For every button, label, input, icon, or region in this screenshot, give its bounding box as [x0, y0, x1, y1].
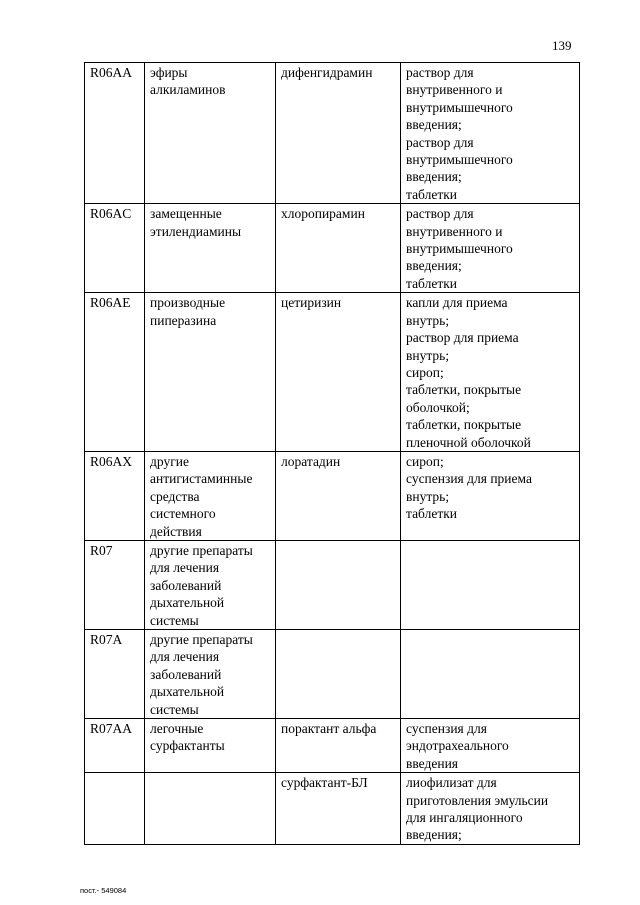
cell-text-line: цетиризин: [281, 295, 342, 311]
atc-code-cell: [85, 719, 145, 773]
cell-text-line: алкиламинов: [150, 82, 226, 98]
table-row: [85, 204, 580, 293]
table-row: [85, 451, 580, 540]
substance-cell: [276, 293, 401, 452]
cell-text-line: легочные: [150, 721, 204, 737]
cell-text-line: R06AC: [90, 206, 132, 222]
atc-code-cell: [85, 204, 145, 293]
table-row: [85, 293, 580, 452]
cell-text-line: приготовления эмульсии: [406, 792, 549, 808]
cell-text-line: пиперазина: [150, 312, 217, 328]
cell-text-line: R06AE: [90, 295, 131, 311]
dosage-forms-cell: [401, 451, 580, 540]
cell-text-line: производные: [150, 295, 226, 311]
cell-text-line: лиофилизат для: [406, 775, 497, 791]
group-name-cell: [145, 204, 276, 293]
cell-text-line: раствор для: [406, 65, 474, 80]
cell-text-line: дыхательной: [150, 684, 225, 700]
cell-text-line: системного: [150, 506, 216, 522]
cell-text-line: антигистаминные: [150, 471, 253, 487]
cell-text-line: действия: [150, 523, 202, 539]
cell-text-line: введения;: [406, 258, 462, 274]
cell-text-line: системы: [150, 612, 199, 628]
group-name-cell: [145, 451, 276, 540]
cell-text-line: суспензия для: [406, 721, 487, 737]
substance-cell: [276, 63, 401, 204]
cell-text-line: введения: [406, 755, 459, 771]
cell-text-line: хлоропирамин: [281, 206, 365, 222]
footer-note: пост.- 549084: [80, 886, 127, 895]
atc-code-cell: [85, 63, 145, 204]
cell-text-line: сурфактанты: [150, 738, 225, 754]
cell-text-line: другие препараты: [150, 632, 253, 647]
cell-text-line: раствор для: [406, 206, 474, 222]
dosage-forms-cell: [401, 773, 580, 845]
cell-text-line: внутрь;: [406, 312, 450, 328]
cell-text-line: введения;: [406, 169, 462, 185]
cell-text-line: R07AA: [90, 721, 133, 737]
atc-code-cell: [85, 540, 145, 629]
cell-text-line: для лечения: [150, 560, 220, 576]
cell-text-line: таблетки, покрытые: [406, 417, 522, 433]
dosage-forms-cell: [401, 630, 580, 719]
substance-cell: [276, 540, 401, 629]
dosage-forms-cell: [401, 719, 580, 773]
cell-text-line: замещенные: [150, 206, 222, 222]
table-row: [85, 773, 580, 845]
table-body: [85, 63, 580, 845]
table-row: [85, 540, 580, 629]
group-name-cell: [145, 63, 276, 204]
cell-text-line: системы: [150, 701, 199, 717]
cell-text-line: эфиры: [150, 65, 188, 80]
cell-text-line: другие: [150, 453, 189, 469]
cell-text-line: внутримышечного: [406, 241, 513, 257]
cell-text-line: таблетки: [406, 275, 458, 291]
cell-text-line: сироп;: [406, 364, 444, 380]
dosage-forms-cell: [401, 204, 580, 293]
cell-text-line: средства: [150, 488, 200, 504]
atc-code-cell: [85, 293, 145, 452]
cell-text-line: таблетки, покрытые: [406, 382, 522, 398]
cell-text-line: порактант альфа: [281, 721, 377, 737]
cell-text-line: эндотрахеального: [406, 738, 509, 754]
substance-cell: [276, 630, 401, 719]
cell-text-line: капли для приема: [406, 295, 508, 311]
cell-text-line: для ингаляционного: [406, 810, 523, 826]
cell-text-line: R06AA: [90, 65, 133, 80]
substance-cell: [276, 451, 401, 540]
cell-text-line: дифенгидрамин: [281, 65, 373, 80]
group-name-cell: [145, 719, 276, 773]
dosage-forms-cell: [401, 540, 580, 629]
cell-text-line: заболеваний: [150, 666, 222, 682]
cell-text-line: пленочной оболочкой: [406, 434, 531, 450]
cell-text-line: введения;: [406, 827, 462, 843]
cell-text-line: внутримышечного: [406, 152, 513, 168]
group-name-cell: [145, 630, 276, 719]
cell-text-line: сироп;: [406, 453, 444, 469]
group-name-cell: [145, 540, 276, 629]
cell-text-line: внутримышечного: [406, 99, 513, 115]
cell-text-line: R06AX: [90, 453, 133, 469]
cell-text-line: R07A: [90, 632, 123, 647]
cell-text-line: раствор для: [406, 134, 474, 150]
atc-code-cell: [85, 773, 145, 845]
cell-text-line: дыхательной: [150, 595, 225, 611]
cell-text-line: внутривенного и: [406, 223, 503, 239]
cell-text-line: таблетки: [406, 506, 458, 522]
cell-text-line: лоратадин: [281, 453, 341, 469]
drug-table: [84, 62, 580, 845]
cell-text-line: другие препараты: [150, 542, 253, 558]
cell-text-line: R07: [90, 542, 113, 558]
cell-text-line: раствор для приема: [406, 330, 519, 346]
group-name-cell: [145, 773, 276, 845]
substance-cell: [276, 773, 401, 845]
page-number: 139: [552, 38, 572, 53]
cell-text-line: заболеваний: [150, 577, 222, 593]
substance-cell: [276, 204, 401, 293]
cell-text-line: оболочкой;: [406, 399, 470, 415]
table-row: [85, 63, 580, 204]
atc-code-cell: [85, 451, 145, 540]
cell-text-line: этилендиамины: [150, 223, 242, 239]
cell-text-line: введения;: [406, 117, 462, 133]
dosage-forms-cell: [401, 293, 580, 452]
cell-text-line: внутрь;: [406, 347, 450, 363]
table-row: [85, 719, 580, 773]
cell-text-line: внутривенного и: [406, 82, 503, 98]
cell-text-line: внутрь;: [406, 488, 450, 504]
dosage-forms-cell: [401, 63, 580, 204]
atc-code-cell: [85, 630, 145, 719]
group-name-cell: [145, 293, 276, 452]
substance-cell: [276, 719, 401, 773]
cell-text-line: таблетки: [406, 186, 458, 202]
table-row: [85, 630, 580, 719]
cell-text-line: сурфактант-БЛ: [281, 775, 368, 791]
cell-text-line: суспензия для приема: [406, 471, 532, 487]
cell-text-line: для лечения: [150, 649, 220, 665]
